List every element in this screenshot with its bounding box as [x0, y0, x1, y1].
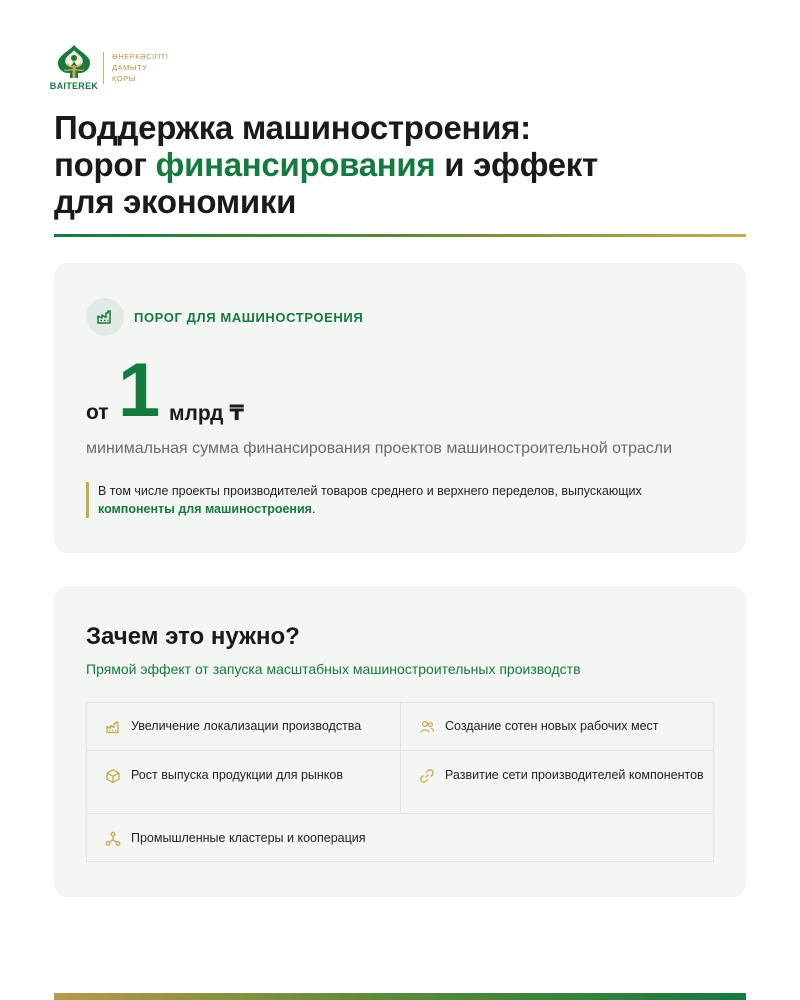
link-icon [419, 768, 435, 784]
title-line-3: для экономики [54, 183, 297, 220]
factory-icon [86, 298, 124, 336]
box-icon [105, 768, 121, 784]
effect-item [419, 718, 704, 735]
why-card [54, 586, 746, 897]
amount-prefix: от [86, 401, 109, 424]
effect-text: Увеличение локализации производства [131, 719, 362, 733]
people-icon [419, 719, 435, 735]
title-line-2 [54, 146, 598, 183]
title-line-2-start: порог [54, 146, 156, 183]
amount-value: 1 [118, 348, 161, 433]
threshold-note [86, 482, 706, 518]
grid-divider [87, 750, 713, 751]
brand-subtitle-line: ӨНЕРКӘСІПТІ [112, 52, 169, 61]
why-title: Зачем это нужно? [86, 623, 300, 650]
effect-text: Рост выпуска продукции для рынков [131, 768, 343, 782]
threshold-description: минимальная сумма финансирования проектов машиностроительной отрасли [86, 440, 673, 457]
network-icon [105, 831, 121, 847]
effect-item [105, 830, 695, 847]
brand-subtitle [112, 51, 168, 84]
brand-header [49, 44, 169, 91]
footer-bar [54, 993, 746, 1000]
note-highlight: компоненты для машиностроения [98, 502, 312, 516]
effect-text: Создание сотен новых рабочих мест [445, 719, 659, 733]
threshold-card [54, 263, 746, 553]
threshold-label: ПОРОГ ДЛЯ МАШИНОСТРОЕНИЯ [134, 310, 364, 325]
amount-unit: млрд ₸ [169, 402, 244, 425]
title-line-1: Поддержка машиностроения: [54, 109, 531, 146]
title-accent: финансирования [155, 146, 436, 183]
baiterek-logo [49, 44, 99, 91]
baiterek-tree-icon [55, 44, 93, 80]
logo-divider [103, 52, 104, 84]
brand-subtitle-line: ҚОРЫ [112, 74, 136, 83]
brand-subtitle-line: ДАМЫТУ [112, 63, 148, 72]
effects-grid [86, 702, 714, 862]
brand-wordmark: BAITEREK [49, 81, 99, 91]
effect-item [105, 767, 390, 784]
note-text: В том числе проекты производителей товаров среднего и верхнего переделов, выпускающих [98, 484, 642, 498]
effect-item [105, 718, 390, 735]
note-end: . [311, 502, 316, 516]
factory-icon [105, 719, 121, 735]
why-subtitle: Прямой эффект от запуска масштабных машиностроительных производств [86, 661, 581, 677]
page-title [54, 109, 598, 220]
threshold-amount [86, 348, 486, 433]
title-divider [54, 234, 746, 237]
grid-divider [400, 703, 401, 814]
effect-text: Промышленные кластеры и кооперация [131, 831, 366, 845]
effect-item [419, 767, 704, 784]
title-line-2-end: и эффект [435, 146, 598, 183]
grid-divider [87, 813, 713, 814]
effect-text: Развитие сети производителей компонентов [445, 768, 704, 782]
